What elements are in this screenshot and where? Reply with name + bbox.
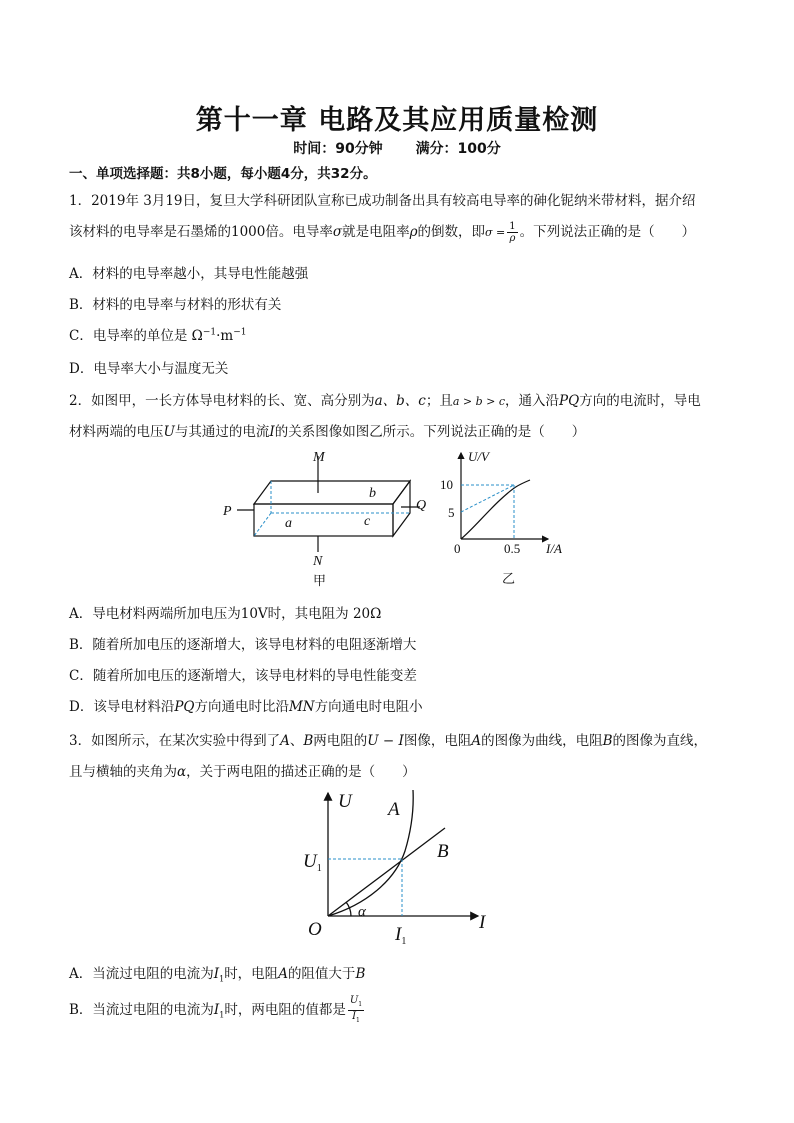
q3-stem-line1 — [69, 729, 707, 749]
q2-var: I — [269, 424, 275, 440]
q2-text: ；且 — [425, 393, 453, 409]
q3-a-text: 时，电阻 — [224, 966, 279, 982]
label-n: N — [313, 554, 323, 569]
q2-option-b: B．随着所加电压的逐渐增大，该导电材料的电阻逐渐增大 — [69, 637, 417, 653]
q1-c-text: C．电导率的单位是 Ω — [69, 328, 203, 344]
q3-var: α — [177, 764, 187, 780]
label-b: b — [369, 486, 376, 501]
q2-var: PQ — [559, 393, 580, 409]
q3-a-var: A — [278, 966, 288, 982]
q1-text: 就是电阻率 — [342, 224, 410, 240]
i1-label: $I_1$ — [395, 924, 407, 947]
caption-yi: 乙 — [502, 571, 516, 586]
page-title: 第十一章 电路及其应用质量检测 — [195, 105, 599, 136]
origin-label: 0 — [454, 541, 461, 556]
q2-d-text: 方向通电时比沿 — [194, 699, 289, 715]
q2-d-var: MN — [288, 699, 315, 715]
q1-rho: ρ — [409, 224, 418, 240]
q1-fraction — [507, 221, 517, 244]
q3-option-b — [69, 995, 366, 1026]
q2-text: 方向的电流时，导电 — [579, 393, 701, 409]
q2-option-a: A．导电材料两端所加电压为10V时，其电阻为 20Ω — [69, 606, 382, 622]
q1-stem-line2 — [69, 220, 695, 244]
q1-option-c — [69, 324, 246, 344]
q2-var: a、b、c — [374, 393, 426, 409]
q3-b-sub: 1 — [219, 1010, 225, 1020]
q1-text: 。下列说法正确的是（ ） — [519, 224, 696, 240]
q1-option-a: A．材料的电导率越小，其导电性能越强 — [69, 266, 309, 282]
caption-jia: 甲 — [313, 573, 327, 588]
q3-b-var: I — [213, 1002, 220, 1018]
q2-text: 材料两端的电压 — [69, 424, 164, 440]
q2-text: 的关系图像如图乙所示。下列说法正确的是（ ） — [274, 424, 586, 440]
curve-a-label: A — [388, 799, 400, 820]
figure-ui-graph — [438, 445, 578, 590]
cuboid-top-face — [254, 481, 410, 504]
x-axis-label: I/A — [546, 541, 562, 556]
q3-var: A — [471, 733, 482, 749]
alpha-label: α — [358, 904, 366, 920]
q3-var: B — [602, 733, 613, 749]
q1-text: 的倒数，即 — [417, 224, 486, 240]
q3-a-var: I — [213, 966, 220, 982]
figure-cuboid — [215, 445, 430, 590]
section-heading: 一、单项选择题：共8小题，每小题4分，共32分。 — [69, 166, 377, 182]
exam-score: 满分：100分 — [415, 141, 501, 157]
q3-text: 、 — [289, 733, 304, 749]
label-p: P — [223, 504, 232, 519]
q2-option-c: C．随着所加电压的逐渐增大，该导电材料的导电性能变差 — [69, 668, 417, 684]
frac-num-sub: 1 — [358, 1001, 363, 1008]
tick-10: 10 — [440, 477, 453, 492]
q3-text: 两电阻的 — [313, 733, 368, 749]
frac-denominator: I — [352, 1011, 357, 1022]
q3-text: 的图像为直线， — [612, 733, 708, 749]
cuboid-front-face — [254, 504, 393, 536]
q2-option-d — [69, 695, 423, 715]
figure-ab-graph — [295, 785, 500, 950]
q2-d-var: PQ — [174, 699, 195, 715]
q1-c-sup: −1 — [202, 327, 217, 338]
q1-option-d: D．电导率大小与温度无关 — [69, 361, 229, 377]
q1-stem-line1: 1．2019年 3月19日，复旦大学科研团队宣称已成功制备出具有较高电导率的砷化铌纳米带材料，据介绍 — [69, 193, 696, 209]
label-q: Q — [416, 498, 427, 513]
y-axis-label: U/V — [468, 449, 489, 464]
q3-b-text: B．当流过电阻的电流为 — [69, 1002, 214, 1018]
origin-o-label: O — [308, 919, 322, 940]
tick-5: 5 — [448, 505, 455, 520]
line-b-label: B — [437, 841, 449, 862]
q3-a-text: 的阻值大于 — [287, 966, 356, 982]
frac-denominator: ρ — [509, 233, 516, 244]
line-b — [328, 828, 445, 916]
q3-stem-line2 — [69, 760, 416, 780]
cuboid-right-face — [393, 481, 410, 536]
cuboid-hidden-edge — [254, 513, 271, 536]
q3-option-a — [69, 962, 365, 984]
label-m: M — [313, 450, 325, 465]
q2-var: U — [163, 424, 175, 440]
q3-a-sub: 1 — [219, 974, 225, 984]
q3-text: 图像，电阻 — [403, 733, 472, 749]
q2-text: 与其通过的电流 — [174, 424, 270, 440]
frac-numerator: U — [349, 995, 359, 1006]
q3-var: B — [303, 733, 314, 749]
label-a: a — [285, 516, 292, 531]
q3-var: A — [280, 733, 290, 749]
q1-formula: σ = — [485, 226, 506, 239]
frac-numerator: 1 — [509, 221, 516, 232]
q3-text: 且与横轴的夹角为 — [69, 764, 177, 780]
q3-b-fraction — [348, 995, 364, 1026]
u1-label: $U_1$ — [303, 851, 322, 874]
q3-a-var: B — [355, 966, 366, 982]
tick-05: 0.5 — [504, 541, 521, 556]
ui-curve — [461, 480, 530, 539]
i-axis-label: I — [479, 912, 486, 933]
q2-text: 2．如图甲，一长方体导电材料的长、宽、高分别为 — [69, 393, 375, 409]
exam-meta — [0, 138, 794, 158]
q3-text: ，关于两电阻的描述正确的是（ ） — [186, 764, 416, 780]
u-axis-label: U — [338, 791, 352, 812]
q2-stem-line1 — [69, 389, 701, 409]
q3-var: U − I — [367, 733, 404, 749]
q2-d-text: 方向通电时电阻小 — [314, 699, 423, 715]
q1-c-text: ·m — [216, 328, 234, 344]
q3-a-text: A．当流过电阻的电流为 — [69, 966, 214, 982]
q1-option-b: B．材料的电导率与材料的形状有关 — [69, 297, 282, 313]
q2-var: a > b > c — [452, 395, 506, 408]
frac-den-sub: 1 — [356, 1017, 360, 1024]
tangent-line — [461, 485, 514, 512]
q1-sigma: σ — [332, 224, 343, 240]
label-c: c — [364, 514, 371, 529]
q2-text: ，通入沿 — [505, 393, 560, 409]
q3-text: 的图像为曲线，电阻 — [481, 733, 603, 749]
q2-stem-line2 — [69, 420, 585, 440]
q1-c-sup: −1 — [233, 327, 247, 338]
exam-time: 时间：90分钟 — [293, 141, 383, 157]
q3-text: 3．如图所示，在某次实验中得到了 — [69, 733, 281, 749]
q2-d-text: D．该导电材料沿 — [69, 699, 175, 715]
q3-b-text: 时，两电阻的值都是 — [224, 1002, 346, 1018]
q1-text: 该材料的电导率是石墨烯的1000倍。电导率 — [69, 224, 333, 240]
